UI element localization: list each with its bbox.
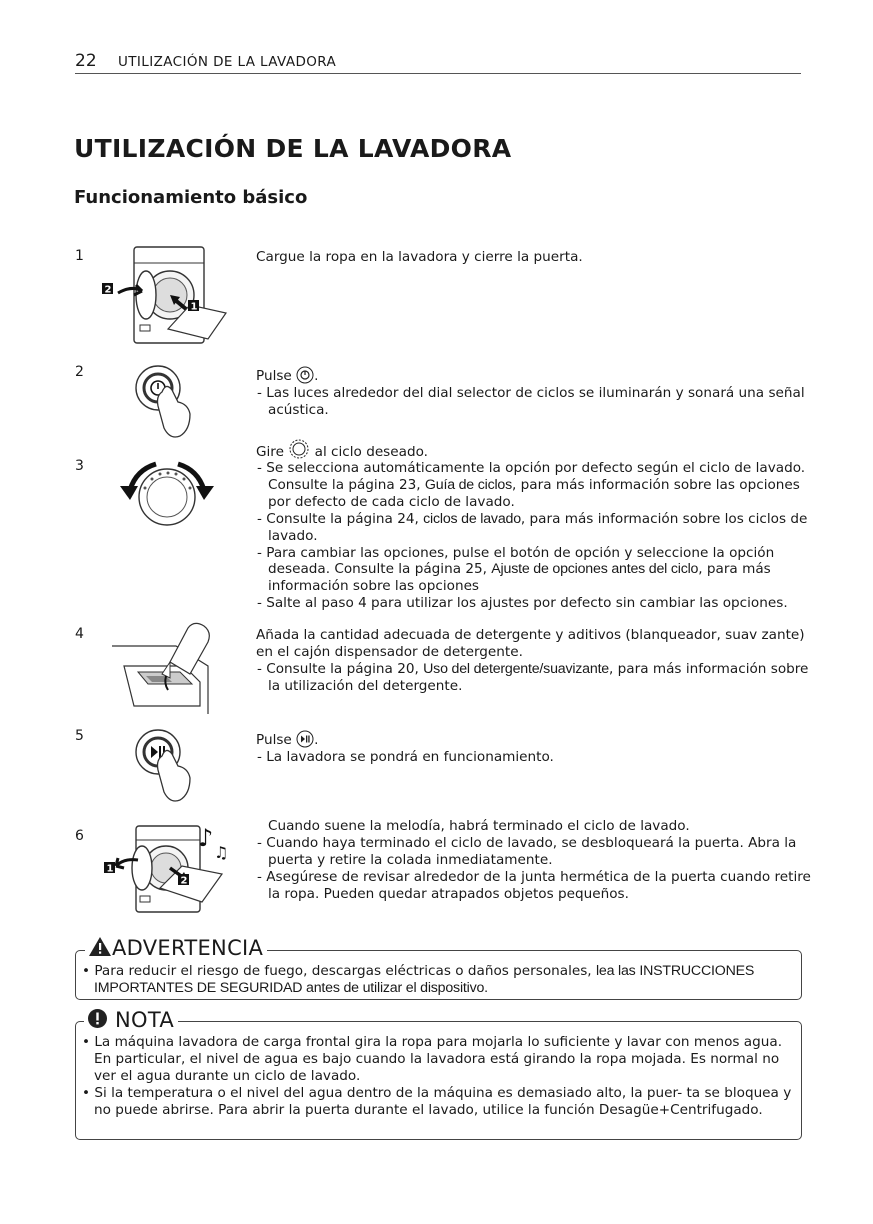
step-bullet: - Para cambiar las opciones, pulse el botón de opción y seleccione la opción deseada. Consulte la página 25, [257, 544, 775, 578]
step-text-end: al ciclo deseado. [314, 444, 428, 460]
warning-text-a: • Para reducir el riesgo de fuego, descargas eléctricas o daños personales, [82, 963, 596, 979]
start-pause-button-icon [296, 730, 314, 748]
warning-title-text: ADVERTENCIA [112, 936, 264, 960]
step-number: 6 [75, 828, 84, 844]
step-bullet: - Las luces alrededor del dial selector de ciclos se iluminarán y sonará una señal acústica. [257, 384, 805, 418]
cross-reference: Ajuste de opciones antes del ciclo [491, 561, 699, 578]
warning-triangle-icon [88, 936, 112, 957]
note-text [81, 1034, 793, 1119]
power-button-icon [128, 358, 208, 442]
step-text-main: Cuando suene la melodía, habrá terminado el ciclo de lavado. [268, 818, 690, 834]
step-number: 1 [75, 248, 84, 264]
page-number: 22 [75, 51, 97, 71]
warning-text-emphasis: lea las INSTRUCCIONES IMPORTANTES DE SEGURIDAD antes de utilizar el dispositivo. [94, 963, 755, 996]
note-exclamation-icon [87, 1008, 108, 1029]
section-subtitle: Funcionamiento básico [74, 187, 308, 208]
note-title [84, 1008, 178, 1032]
step-bullet: - Consulte la página 20, [257, 660, 424, 677]
warning-title [85, 936, 267, 960]
step-bullet: , para más información sobre los ciclos de lavado. [268, 510, 808, 544]
step-text-end: . [314, 732, 319, 748]
step-text [256, 818, 816, 903]
svg-text:♫: ♫ [214, 843, 229, 862]
step-bullet: , para más información sobre las opciones por defecto de cada ciclo de lavado. [268, 476, 800, 510]
cycle-dial-icon [114, 452, 220, 532]
step-number: 3 [75, 458, 84, 474]
power-button-icon [296, 366, 314, 384]
step-text-end: . [314, 368, 319, 384]
note-bullet: • Si la temperatura o el nivel del agua dentro de la máquina es demasiado alto, la puer- ta se bloquea y no puede abrirse. Para abrir la puerta durante el lavado, utilice la función Desagüe+Centrifugado. [82, 1084, 792, 1118]
svg-text:2: 2 [180, 875, 188, 887]
step-bullet: - Consulte la página 24, [257, 510, 424, 527]
header-rule [75, 73, 801, 74]
cross-reference: ciclos de lavado [423, 510, 521, 527]
step-bullet: - Asegúrese de revisar alrededor de la junta hermética de la puerta cuando retire la ropa. Pueden quedar atrapados objetos pequeños. [257, 868, 811, 902]
step-bullet: - Cuando haya terminado el ciclo de lavado, se desbloqueará la puerta. Abra la puerta y retire la colada inmediatamente. [257, 834, 797, 868]
step-text-gire: Gire [256, 444, 284, 460]
svg-text:1: 1 [106, 863, 114, 875]
step-bullet: , para más información sobre las opciones [268, 561, 771, 595]
step-bullet: - Se selecciona automáticamente la opción por defecto según el ciclo de lavado. Consulte la página 23, [257, 460, 806, 493]
step-text-pulse: Pulse [256, 732, 292, 748]
running-header: UTILIZACIÓN DE LA LAVADORA [118, 54, 337, 70]
note-bullet: • La máquina lavadora de carga frontal gira la ropa para mojarla lo suficiente y lavar con menos agua. En particular, el nivel de agua es bajo cuando la lavadora está girando la ropa mojada. Es normal no ver el agua durante un ciclo de lavado. [82, 1034, 783, 1084]
step-text: Cargue la ropa en la lavadora y cierre la puerta. [256, 249, 583, 265]
svg-text:♪: ♪ [198, 824, 214, 852]
step-text [256, 627, 816, 695]
cross-reference: Guía de ciclos [424, 476, 513, 493]
cross-reference: Uso del detergente/suavizante [423, 660, 609, 677]
step-bullet: - La lavadora se pondrá en funcionamiento. [257, 748, 554, 765]
washer-load-illustration [98, 243, 232, 347]
step-text-pulse: Pulse [256, 368, 292, 384]
warning-text [81, 963, 793, 997]
svg-text:1: 1 [190, 301, 198, 313]
detergent-drawer-illustration [110, 622, 214, 714]
page-title: UTILIZACIÓN DE LA LAVADORA [74, 134, 512, 163]
step-bullet: , para más información sobre la utilización del detergente. [268, 660, 809, 694]
start-pause-button-icon [128, 722, 208, 806]
step-text [256, 730, 816, 766]
note-title-text: NOTA [114, 1008, 174, 1032]
step-number: 4 [75, 626, 84, 642]
step-bullet: - Salte al paso 4 para utilizar los ajustes por defecto sin cambiar las opciones. [257, 595, 788, 612]
svg-text:2: 2 [104, 284, 112, 296]
step-text [256, 366, 816, 419]
step-text [256, 438, 816, 461]
cycle-dial-icon [288, 438, 310, 460]
washer-unload-illustration [102, 822, 234, 914]
step-text-main: Añada la cantidad adecuada de detergente y aditivos (blanqueador, suav zante) en el cajón dispensador de detergente. [256, 627, 805, 660]
step-number: 2 [75, 364, 84, 380]
step-bullets [256, 460, 816, 612]
step-number: 5 [75, 728, 84, 744]
